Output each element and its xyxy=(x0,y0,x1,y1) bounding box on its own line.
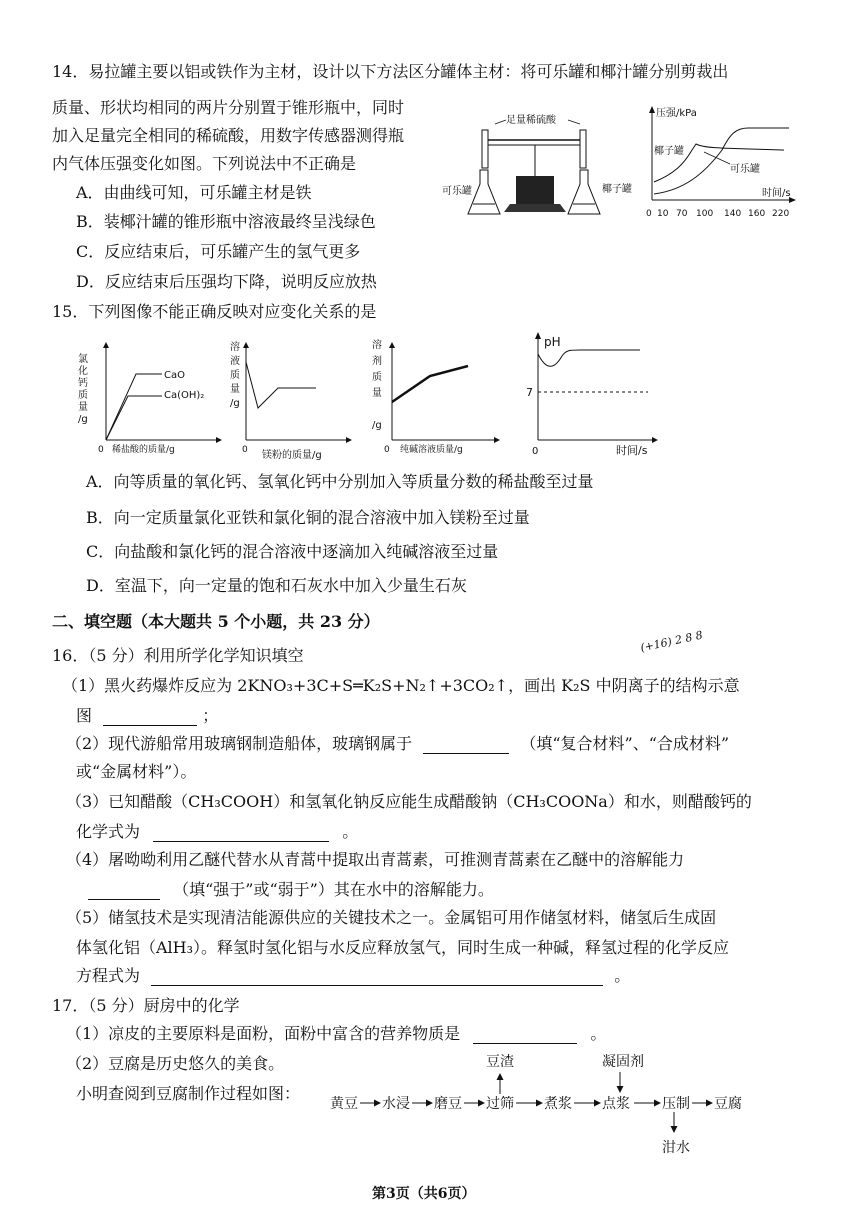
q15-graph-1 xyxy=(72,336,222,456)
svg-text:稀盐酸的质量/g: 稀盐酸的质量/g xyxy=(112,445,175,455)
q16-part1-cont: 图 xyxy=(76,706,93,725)
cola-curve-label: 可乐罐 xyxy=(730,164,760,175)
q15-option-a: A．向等质量的氧化钙、氢氧化钙中分别加入等质量分数的稀盐酸至过量 xyxy=(86,472,594,491)
q14-option-a: A．由曲线可知，可乐罐主材是铁 xyxy=(76,183,312,202)
svg-text:化: 化 xyxy=(78,366,88,377)
svg-text:Ca(OH)₂: Ca(OH)₂ xyxy=(164,390,205,401)
pressure-axis-label: 压强/kPa xyxy=(656,108,697,119)
svg-text:量: 量 xyxy=(372,388,382,399)
svg-text:剂: 剂 xyxy=(372,356,382,367)
svg-text:量: 量 xyxy=(78,402,88,413)
svg-text:液: 液 xyxy=(230,356,240,367)
q15-graph-3 xyxy=(372,336,502,456)
svg-text:纯碱溶液质量/g: 纯碱溶液质量/g xyxy=(400,445,463,455)
q17-part2: （2）豆腐是历史悠久的美食。 xyxy=(66,1054,285,1073)
time-axis-label: 时间/s xyxy=(762,188,791,199)
q16-blank-2[interactable] xyxy=(423,737,509,754)
q14-option-c: C．反应结束后，可乐罐产生的氢气更多 xyxy=(76,242,361,261)
q14-pressure-graph xyxy=(644,104,804,224)
q16-stem: 16．（5 分）利用所学化学知识填空 xyxy=(52,646,304,665)
cola-curve xyxy=(654,128,789,194)
left-flask-icon xyxy=(468,170,500,214)
q14-line4: 内气体压强变化如图。下列说法中不正确是 xyxy=(52,154,357,173)
svg-text:压制: 压制 xyxy=(662,1096,690,1112)
q16-part2-cont: 或“金属材料”）。 xyxy=(76,762,197,781)
svg-text:160: 160 xyxy=(748,209,766,219)
q14-line1: 14．易拉罐主要以铝或铁作为主材，设计以下方法区分罐体主材：将可乐罐和椰汁罐分别剪裁出 xyxy=(52,62,729,81)
svg-text:0: 0 xyxy=(242,445,248,455)
q16-part5-label: 方程式为 xyxy=(76,966,141,985)
coconut-curve-label: 椰子罐 xyxy=(654,146,684,157)
q17-part2-cont: 小明查阅到豆腐制作过程如图： xyxy=(76,1084,301,1103)
svg-text:质: 质 xyxy=(230,370,240,381)
q14-line2: 质量、形状均相同的两片分别置于锥形瓶中，同时 xyxy=(52,98,405,117)
q15-option-b: B．向一定质量氯化亚铁和氯化铜的混合溶液中加入镁粉至过量 xyxy=(86,508,530,527)
svg-text:溶: 溶 xyxy=(230,342,240,353)
svg-text:黄豆: 黄豆 xyxy=(330,1096,358,1112)
q16-part2: （2）现代游船常用玻璃钢制造船体，玻璃钢属于 xyxy=(66,734,413,753)
q17-stem: 17．（5 分）厨房中的化学 xyxy=(52,996,240,1015)
q15-option-c: C．向盐酸和氯化钙的混合溶液中逐滴加入纯碱溶液至过量 xyxy=(86,542,499,561)
svg-text:70: 70 xyxy=(676,209,688,219)
q16-blank-5[interactable] xyxy=(151,969,603,986)
right-flask-icon xyxy=(568,170,600,214)
right-flask-label: 椰子罐 xyxy=(602,184,632,195)
svg-text:水浸: 水浸 xyxy=(382,1096,410,1112)
q16-blank-4[interactable] xyxy=(88,883,160,900)
svg-text:量: 量 xyxy=(230,384,240,395)
q15-option-d: D．室温下，向一定量的饱和石灰水中加入少量生石灰 xyxy=(86,576,467,595)
section-2-heading: 二、填空题（本大题共 5 个小题，共 23 分） xyxy=(52,612,380,631)
svg-text:豆渣: 豆渣 xyxy=(486,1054,514,1070)
svg-text:7: 7 xyxy=(526,386,533,399)
handwritten-note: (+16) 2 8 8 xyxy=(639,628,704,655)
svg-text:220: 220 xyxy=(772,209,790,219)
q15-stem: 15．下列图像不能正确反映对应变化关系的是 xyxy=(52,302,377,321)
svg-text:CaO: CaO xyxy=(164,370,185,381)
svg-text:pH: pH xyxy=(544,335,561,349)
q16-part5: （5）储氢技术是实现清洁能源供应的关键技术之一。金属铝可用作储氢材料，储氢后生成固 xyxy=(66,908,717,927)
page-footer: 第3页（共6页） xyxy=(372,1186,476,1202)
svg-text:100: 100 xyxy=(696,209,714,219)
svg-text:0: 0 xyxy=(384,445,390,455)
svg-text:时间/s: 时间/s xyxy=(616,444,648,457)
q17-blank-1[interactable] xyxy=(473,1027,577,1044)
svg-text:质: 质 xyxy=(372,372,382,383)
q16-blank-1[interactable] xyxy=(103,709,197,726)
q14-line3: 加入足量完全相同的稀硫酸，用数字传感器测得瓶 xyxy=(52,126,405,145)
q16-part4: （4）屠呦呦利用乙醚代替水从青蒿中提取出青蒿素，可推测青蒿素在乙醚中的溶解能力 xyxy=(66,850,685,869)
q14-option-b: B．装椰汁罐的锥形瓶中溶液最终呈浅绿色 xyxy=(76,212,376,231)
svg-text:镁粉的质量/g: 镁粉的质量/g xyxy=(262,450,322,461)
svg-text:钙: 钙 xyxy=(78,378,88,389)
q15-graph-4 xyxy=(520,326,660,460)
q16-part3-cont: 化学式为 xyxy=(76,822,141,841)
svg-text:/g: /g xyxy=(230,398,240,409)
svg-text:0: 0 xyxy=(98,445,104,455)
q14-apparatus-figure xyxy=(440,108,640,228)
svg-text:溶: 溶 xyxy=(372,340,382,351)
svg-text:质: 质 xyxy=(78,390,88,401)
svg-text:煮浆: 煮浆 xyxy=(544,1096,572,1112)
svg-text:/g: /g xyxy=(78,414,88,425)
q16-blank-3[interactable] xyxy=(153,825,329,842)
q16-part1: （1）黑火药爆炸反应为 2KNO₃+3C+S═K₂S+N₂↑+3CO₂↑，画出 K₂S 中阴离子的结构示意 xyxy=(62,676,740,695)
tofu-process-flow xyxy=(322,1050,770,1158)
svg-text:氯: 氯 xyxy=(78,354,88,365)
q14-option-d: D．反应结束后压强均下降，说明反应放热 xyxy=(76,272,377,291)
svg-text:点浆: 点浆 xyxy=(602,1096,630,1112)
svg-text:磨豆: 磨豆 xyxy=(434,1096,462,1112)
q15-graph-2 xyxy=(226,336,356,464)
left-flask-label: 可乐罐 xyxy=(442,186,472,197)
svg-text:/g: /g xyxy=(372,420,382,431)
acid-label: 足量稀硫酸 xyxy=(506,115,556,126)
svg-text:凝固剂: 凝固剂 xyxy=(602,1054,644,1070)
q16-part3: （3）已知醋酸（CH₃COOH）和氢氧化钠反应能生成醋酸钠（CH₃COONa）和水，则醋酸钙的 xyxy=(66,792,752,811)
svg-text:140: 140 xyxy=(724,209,742,219)
svg-text:0: 0 xyxy=(646,209,652,219)
svg-text:10: 10 xyxy=(657,209,669,219)
svg-text:豆腐: 豆腐 xyxy=(714,1096,742,1112)
q16-part5-cont: 体氢化铝（AlH₃）。释氢时氢化铝与水反应释放氢气，同时生成一种碱，释氢过程的化学反应 xyxy=(76,938,730,957)
svg-text:过筛: 过筛 xyxy=(486,1096,514,1112)
computer-icon xyxy=(516,176,554,204)
svg-text:泔水: 泔水 xyxy=(662,1140,690,1156)
svg-text:0: 0 xyxy=(532,446,539,457)
q17-part1: （1）凉皮的主要原料是面粉，面粉中富含的营养物质是 xyxy=(66,1024,461,1043)
